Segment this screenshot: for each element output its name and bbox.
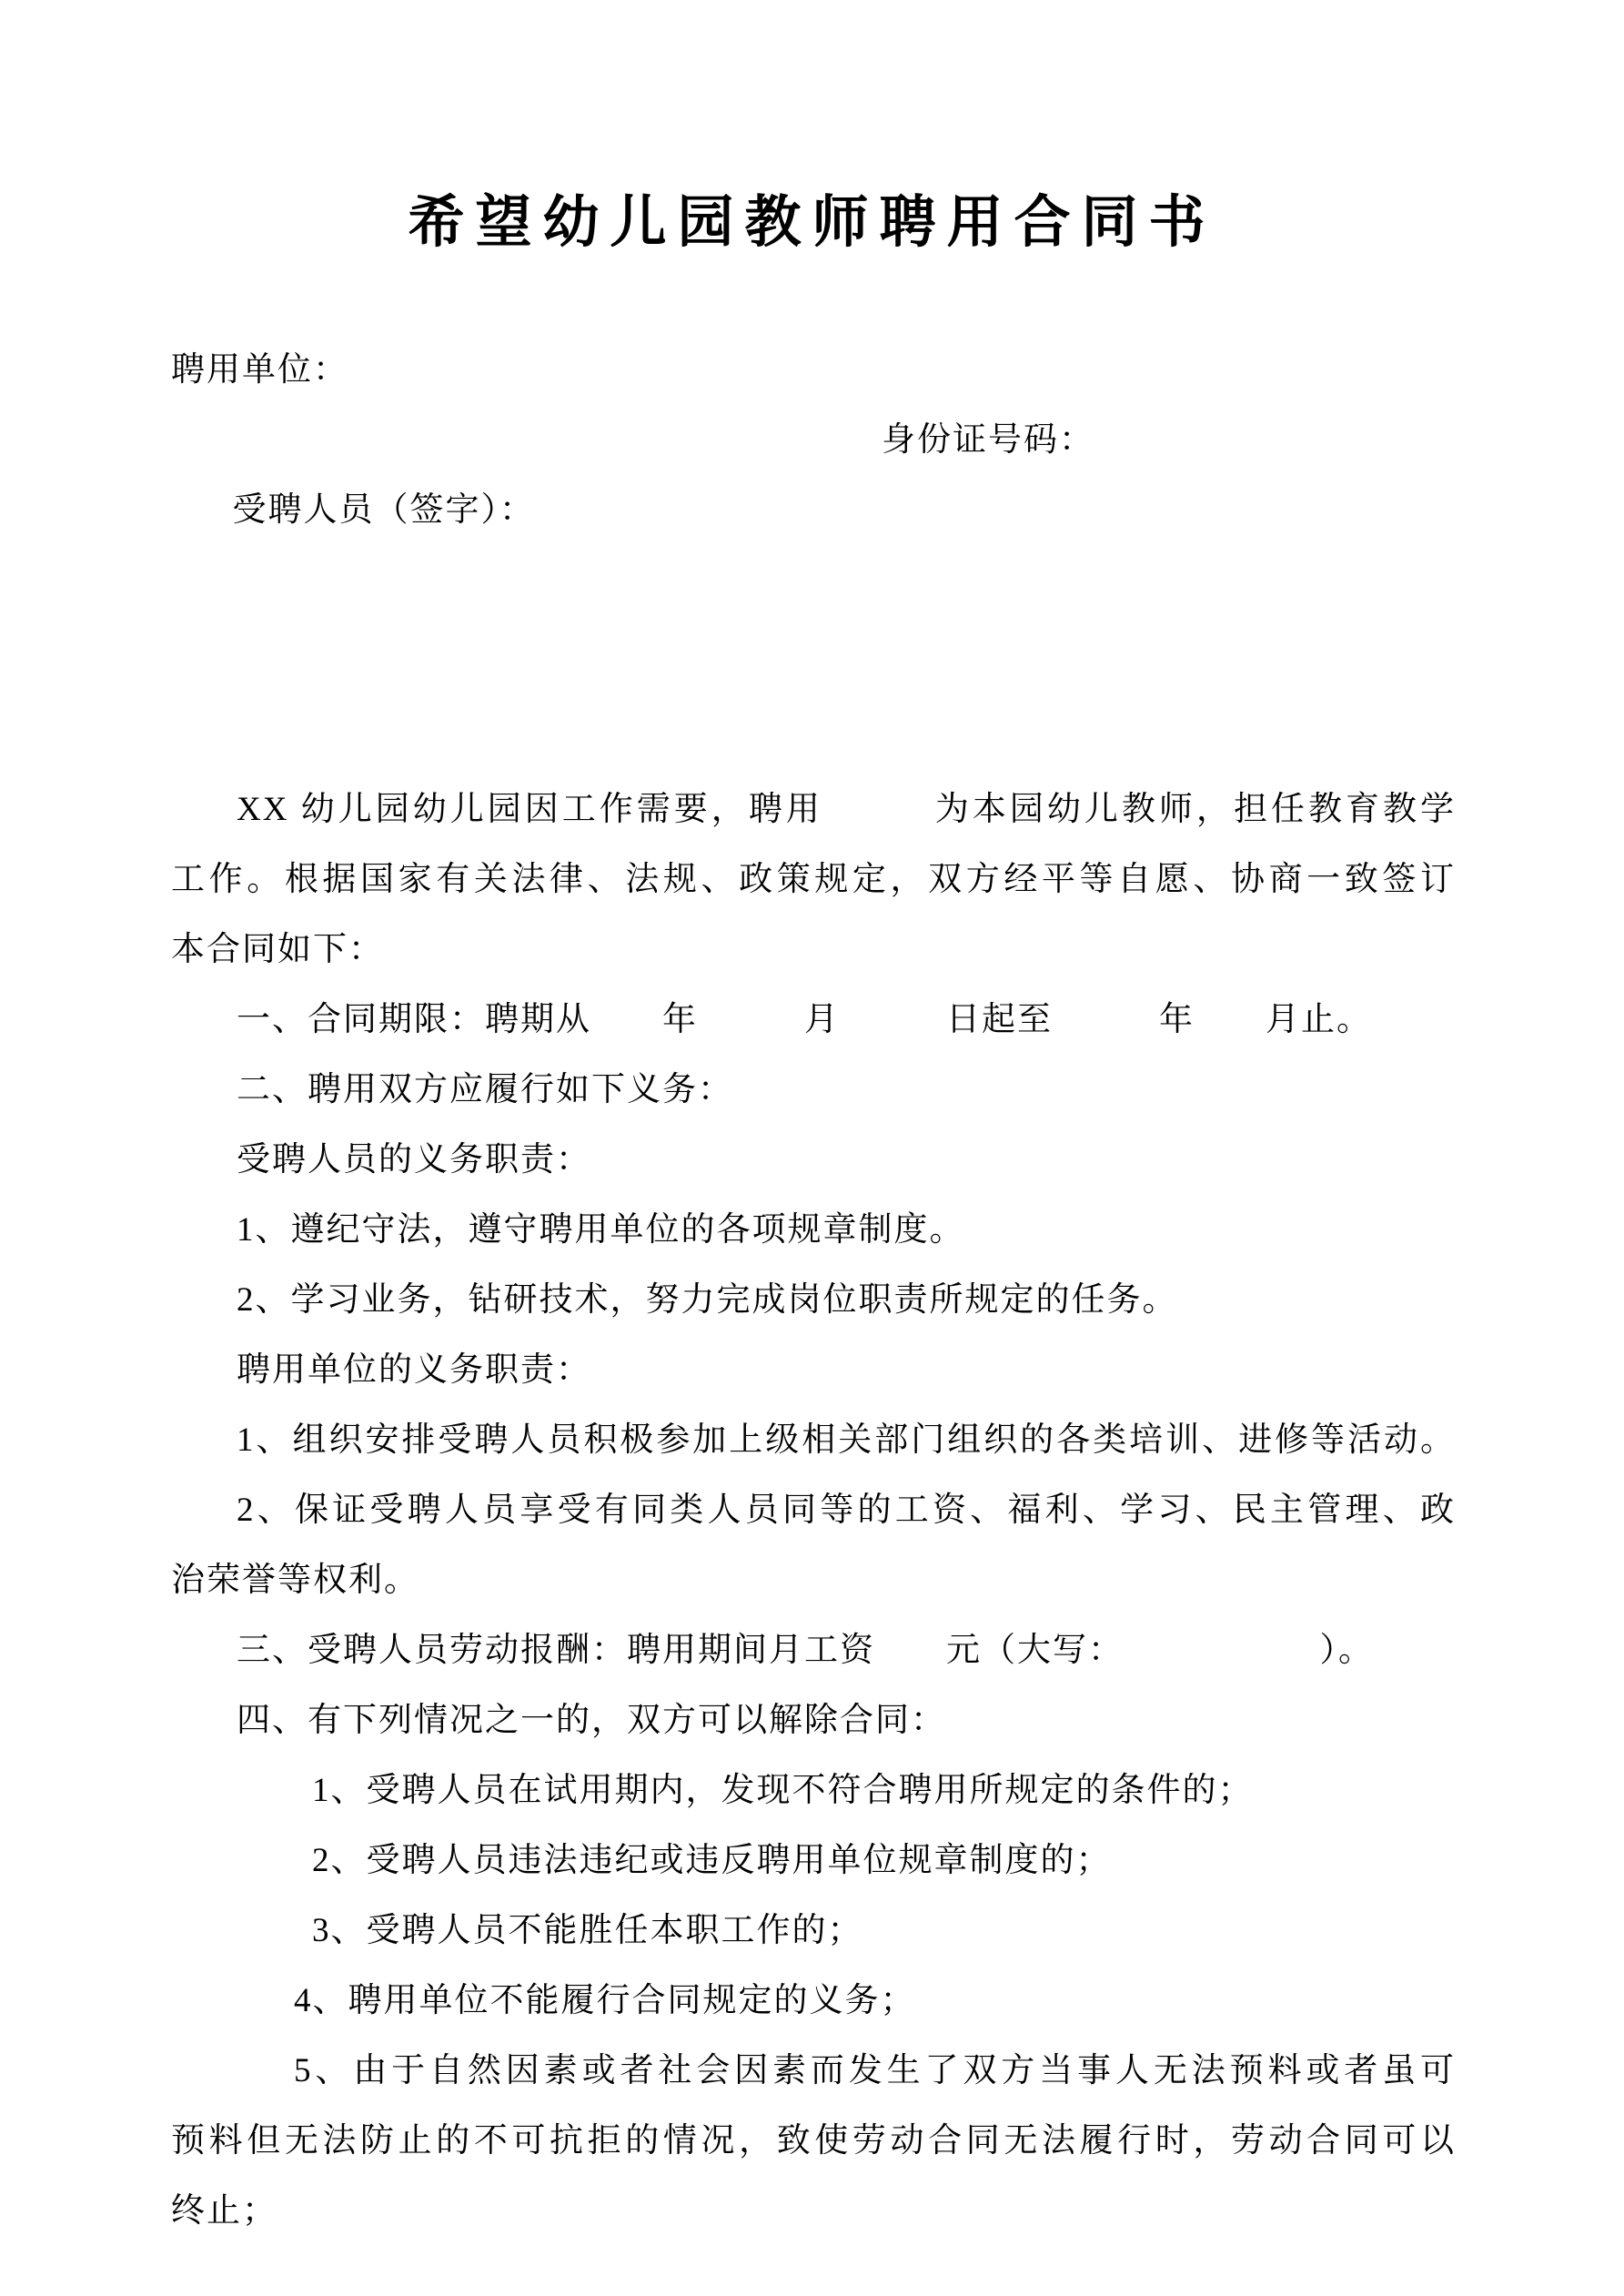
termination-item-4: 4、聘用单位不能履行合同规定的义务；	[294, 1982, 916, 2019]
employer-duty-2-line-2: 治荣誉等权利。	[171, 1562, 419, 1599]
termination-item-5-line-1: 5、由于自然因素或者社会因素而发生了双方当事人无法预料或者虽可	[294, 2052, 1456, 2089]
employee-duty-2: 2、学习业务，钻研技术，努力完成岗位职责所规定的任务。	[237, 1281, 1178, 1319]
document-title: 希望幼儿园教师聘用合同书	[408, 192, 1216, 254]
employer-duties-heading: 聘用单位的义务职责：	[237, 1351, 591, 1389]
contract-line-intro-1: XX 幼儿园幼儿园因工作需要，聘用 为本园幼儿教师，担任教育教学	[237, 791, 1456, 828]
contract-clause-1: 一、合同期限：聘期从 年 月 日起至 年 月止。	[237, 1001, 1372, 1038]
contract-line-intro-2: 工作。根据国家有关法律、法规、政策规定，双方经平等自愿、协商一致签订	[171, 861, 1456, 898]
contract-clause-4: 四、有下列情况之一的，双方可以解除合同：	[237, 1702, 946, 1739]
termination-item-2: 2、受聘人员违法违纪或违反聘用单位规章制度的；	[312, 1842, 1112, 1879]
blank-gap	[171, 685, 1456, 774]
employee-signature-label: 受聘人员（签字）：	[232, 491, 535, 529]
termination-item-1: 1、受聘人员在试用期内，发现不符合聘用所规定的条件的；	[312, 1772, 1254, 1809]
termination-item-3: 3、受聘人员不能胜任本职工作的；	[312, 1912, 863, 1949]
employee-duties-heading: 受聘人员的义务职责：	[237, 1141, 591, 1178]
employee-duty-1: 1、遵纪守法，遵守聘用单位的各项规章制度。	[237, 1211, 965, 1249]
id-number-label: 身份证号码：	[882, 421, 1094, 459]
contract-clause-2: 二、聘用双方应履行如下义务：	[237, 1071, 733, 1108]
signature-row	[171, 405, 1456, 685]
termination-item-5-line-3: 终止；	[171, 2192, 277, 2230]
employer-label: 聘用单位：	[171, 351, 348, 389]
termination-item-5-line-2: 预料但无法防止的不可抗拒的情况，致使劳动合同无法履行时，劳动合同可以	[171, 2122, 1456, 2159]
employer-duty-1: 1、组织安排受聘人员积极参加上级相关部门组织的各类培训、进修等活动。	[237, 1421, 1456, 1459]
document-body	[171, 335, 1456, 2246]
contract-line-intro-3: 本合同如下：	[171, 931, 384, 968]
contract-clause-3: 三、受聘人员劳动报酬：聘用期间月工资 元（大写： ）。	[237, 1632, 1374, 1669]
employer-duty-2-line-1: 2、保证受聘人员享受有同类人员同等的工资、福利、学习、民主管理、政	[237, 1492, 1456, 1529]
